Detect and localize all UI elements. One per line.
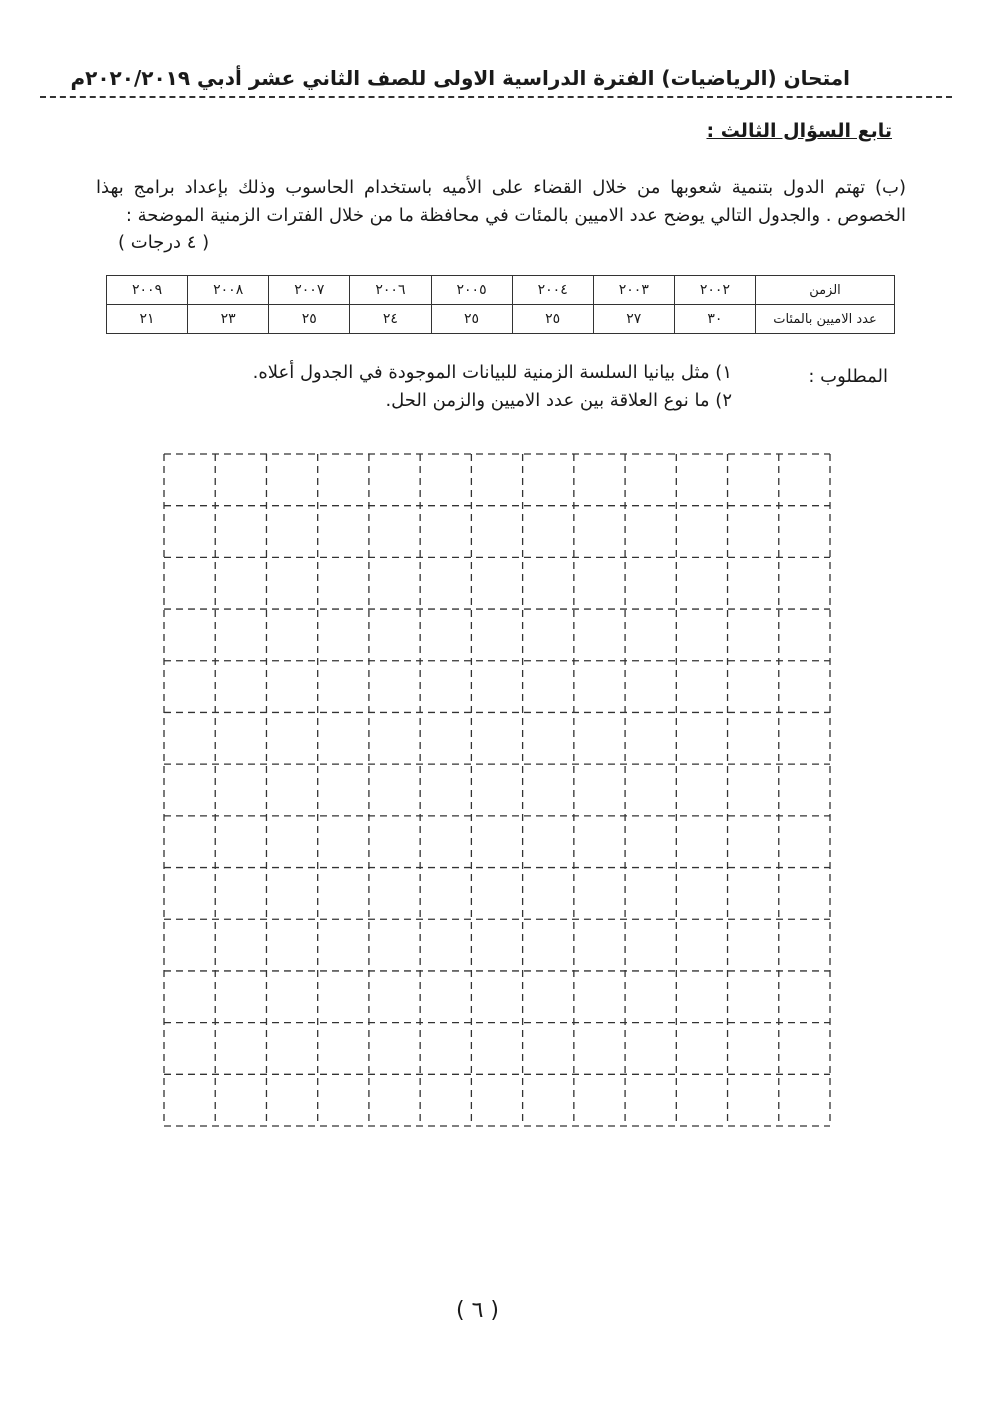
table-cell-count: ٢١	[107, 305, 188, 334]
answer-grid	[160, 450, 832, 1130]
table-row-years	[107, 276, 895, 305]
table-header-year: الزمن	[756, 276, 895, 305]
data-table	[106, 275, 895, 334]
table-cell-year: ٢٠٠٢	[674, 276, 755, 305]
task-2: ٢) ما نوع العلاقة بين عدد الاميين والزمن الحل.	[385, 390, 732, 411]
table-cell-count: ٢٤	[350, 305, 431, 334]
table-cell-year: ٢٠٠٥	[431, 276, 512, 305]
question-text: (ب) تهتم الدول بتنمية شعوبها من خلال القضاء على الأميه باستخدام الحاسوب وذلك بإعداد برامج بهذا الخصوص . والجدول التالي يوضح عدد الاميين بالمئات في محافظة ما من خلال الفترات الزمنية الموضحة :	[96, 177, 906, 226]
header-divider	[40, 96, 952, 98]
table-cell-year: ٢٠٠٣	[593, 276, 674, 305]
marks-label: ( ٤ درجات )	[118, 232, 210, 253]
table-cell-count: ٢٥	[512, 305, 593, 334]
table-cell-year: ٢٠٠٧	[269, 276, 350, 305]
table-cell-year: ٢٠٠٨	[188, 276, 269, 305]
section-heading: تابع السؤال الثالث :	[706, 120, 892, 142]
exam-title: امتحان (الرياضيات) الفترة الدراسية الاولى للصف الثاني عشر أدبي ٢٠٢٠/٢٠١٩م	[70, 66, 850, 90]
table-cell-count: ٢٣	[188, 305, 269, 334]
page-number: ( ٦ )	[456, 1298, 499, 1323]
table-cell-count: ٢٥	[431, 305, 512, 334]
task-1: ١) مثل بيانيا السلسة الزمنية للبيانات الموجودة في الجدول أعلاه.	[252, 362, 732, 383]
table-cell-year: ٢٠٠٤	[512, 276, 593, 305]
table-cell-year: ٢٠٠٩	[107, 276, 188, 305]
table-cell-year: ٢٠٠٦	[350, 276, 431, 305]
table-cell-count: ٢٧	[593, 305, 674, 334]
table-cell-count: ٢٥	[269, 305, 350, 334]
table-header-count: عدد الاميين بالمئات	[756, 305, 895, 334]
table-row-counts	[107, 305, 895, 334]
table-cell-count: ٣٠	[674, 305, 755, 334]
required-label: المطلوب :	[808, 366, 888, 387]
